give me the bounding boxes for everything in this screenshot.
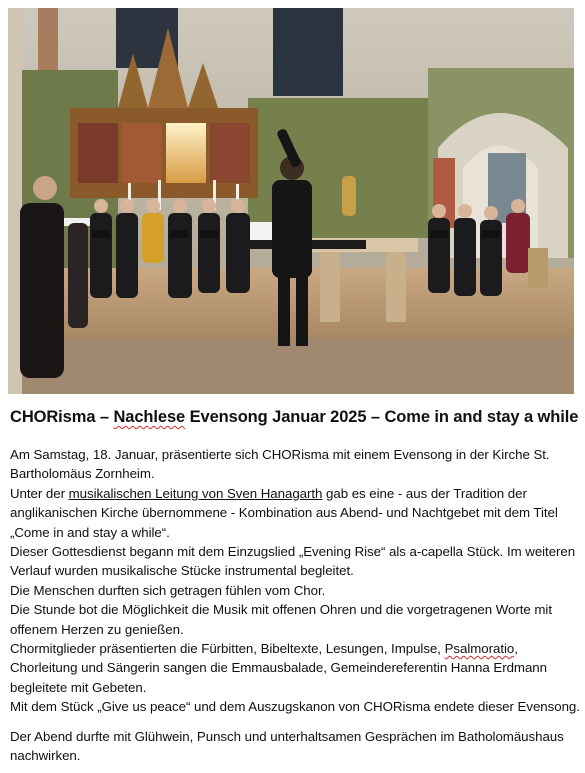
paragraph-6 — [10, 639, 582, 697]
article-title — [10, 408, 580, 427]
paragraph-3: Dieser Gottesdienst begann mit dem Einzugslied „Evening Rise“ als a-capella Stück. Im weiteren Verlauf wurden musikalische Stücke instrumental begleitet. — [10, 544, 576, 579]
title-choir-name: CHORisma — [10, 408, 96, 426]
paragraph-5: Die Stunde bot die Möglichkeit die Musik mit offenen Ohren und die vorgetragenen Worte mit offenem Herzen zu genießen. — [10, 602, 552, 637]
title-dash: – — [95, 408, 114, 426]
paragraph-6-start: Chormitglieder präsentierten die Fürbitten, Bibeltexte, Lesungen, Impulse, — [10, 641, 445, 657]
paragraph-2-end: gab es eine - aus der Tradition der anglikanischen Kirche übernommene - Kombination aus Abend- und Nachtgebet mit dem Titel „Come in and stay a while“. — [10, 485, 558, 540]
choir-photo — [8, 8, 574, 394]
psalmoratio-word: Psalmoratio — [444, 641, 515, 657]
paragraph-2-start: Unter der — [10, 485, 69, 501]
paragraph-7: Mit dem Stück „Give us peace“ und dem Auszugskanon von CHORisma endete dieser Evensong. — [10, 699, 580, 715]
paragraph-4: Die Menschen durften sich getragen fühlen vom Chor. — [10, 582, 326, 598]
title-nachlese: Nachlese — [113, 408, 186, 426]
title-rest: Evensong Januar 2025 – Come in and stay a while — [185, 408, 579, 426]
direction-link[interactable]: musikalischen Leitung von Sven Hanagarth — [68, 485, 323, 501]
article-body — [10, 445, 582, 766]
paragraph-1: Am Samstag, 18. Januar, präsentierte sich CHORisma mit einem Evensong in der Kirche St. Bartholomäus Zornheim. — [10, 447, 550, 482]
paragraph-6-end: , Chorleitung und Sängerin sangen die Emmausbalade, Gemeindereferentin Hanna Erdmann begleitete mit Gebeten. — [10, 641, 547, 695]
choir-photo-illustration — [8, 8, 574, 394]
paragraph-2 — [10, 484, 582, 542]
paragraph-8: Der Abend durfte mit Glühwein, Punsch und unterhaltsamen Gesprächen im Batholomäushaus nachwirken. — [10, 728, 564, 764]
